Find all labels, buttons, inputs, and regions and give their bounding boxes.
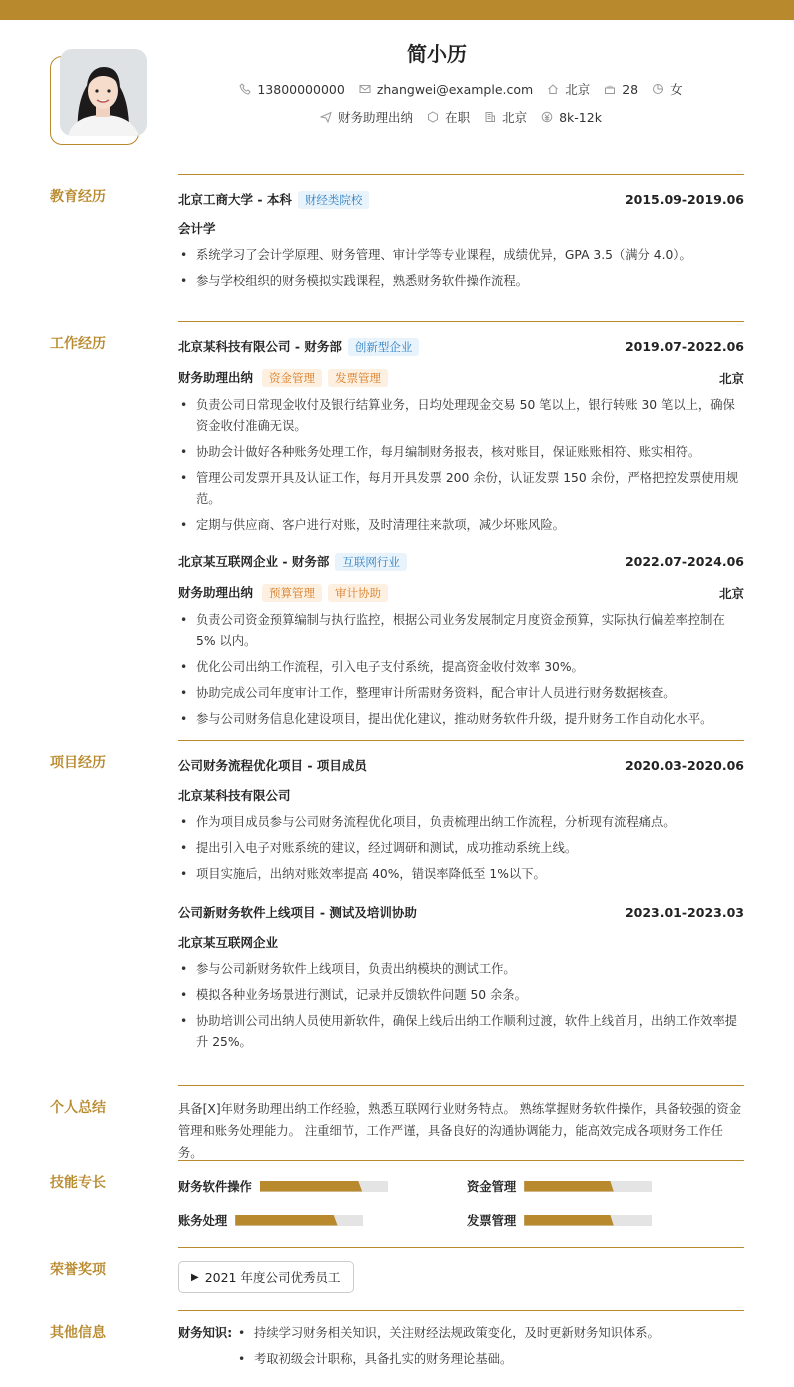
section-title-summary: 个人总结	[50, 1100, 106, 1116]
gender-icon	[652, 83, 664, 95]
school-name: 北京工商大学 - 本科	[178, 192, 292, 207]
skills-body	[178, 1160, 744, 1241]
school-tag: 财经类院校	[298, 191, 370, 209]
work-body	[178, 321, 744, 730]
skill-bar	[524, 1181, 652, 1192]
project-date: 2023.01-2023.03	[624, 904, 744, 920]
skill-bar-fill	[524, 1181, 614, 1192]
skill-bar	[524, 1215, 652, 1226]
project-name: 公司新财务软件上线项目 - 测试及培训协助	[178, 905, 417, 920]
status-icon	[427, 111, 439, 123]
project-bullets	[178, 959, 744, 1053]
project-date: 2020.03-2020.06	[624, 757, 744, 773]
list-item: • 优化公司出纳工作流程，引入电子支付系统，提高资金收付效率 30%。	[178, 657, 744, 678]
role-tag: 发票管理	[328, 369, 388, 387]
education-bullets	[178, 245, 744, 292]
candidate-name: 简小历	[407, 42, 467, 66]
list-item: • 管理公司发票开具及认证工作，每月开具发票 200 余份，认证发票 150 余份，严格把控发票使用规范。	[178, 468, 744, 510]
play-triangle-icon: ▶	[191, 1271, 199, 1283]
skills-section	[50, 1160, 744, 1240]
other-bullets	[236, 1323, 660, 1370]
project-name: 公司财务流程优化项目 - 项目成员	[178, 758, 367, 773]
top-accent-bar	[0, 0, 794, 20]
awards-body	[178, 1247, 744, 1304]
education-date: 2015.09-2019.06	[624, 192, 744, 207]
info-status: 在职	[427, 108, 470, 126]
project-org: 北京某互联网企业	[178, 935, 279, 950]
skill-item	[178, 1177, 388, 1195]
skill-bar-fill	[260, 1181, 362, 1192]
awards-section	[50, 1247, 744, 1303]
list-item: • 负责公司日常现金收付及银行结算业务，日均处理现金交易 50 笔以上，银行转账 30 笔以上，确保资金收付准确无误。	[178, 395, 744, 437]
list-item: • 参与公司财务信息化建设项目，提出优化建议，推动财务软件升级，提升财务工作自动化水平。	[178, 709, 744, 730]
job-role-row	[178, 368, 744, 387]
job-city: 北京	[718, 585, 744, 601]
list-item: • 持续学习财务相关知识，关注财经法规政策变化，及时更新财务知识体系。	[236, 1323, 660, 1344]
job-city: 北京	[718, 370, 744, 386]
age-icon	[604, 83, 616, 95]
info-age: 28	[604, 82, 638, 97]
education-header-row	[178, 190, 744, 209]
info-target-city: 北京	[484, 108, 527, 126]
section-title-work: 工作经历	[50, 336, 106, 352]
job-role: 财务助理出纳	[178, 370, 254, 385]
project-org: 北京某科技有限公司	[178, 788, 291, 803]
building-icon	[484, 111, 496, 123]
list-item: • 参与公司新财务软件上线项目，负责出纳模块的测试工作。	[178, 959, 744, 980]
skill-bar	[260, 1181, 388, 1192]
projects-body	[178, 740, 744, 1053]
salary-icon	[541, 111, 553, 123]
education-body	[178, 174, 744, 292]
other-row	[178, 1323, 744, 1370]
skill-item	[178, 1211, 363, 1229]
section-title-education: 教育经历	[50, 189, 106, 205]
skill-name: 账务处理	[178, 1214, 228, 1228]
mail-icon	[359, 83, 371, 95]
job-bullets	[178, 395, 744, 536]
list-item: • 模拟各种业务场景进行测试，记录并反馈软件问题 50 余条。	[178, 985, 744, 1006]
info-position: 财务助理出纳	[320, 108, 413, 126]
skill-item	[467, 1177, 652, 1195]
award-label: 2021 年度公司优秀员工	[204, 1270, 341, 1285]
info-email: zhangwei@example.com	[359, 82, 533, 97]
section-title-other: 其他信息	[50, 1325, 106, 1341]
company-tag: 创新型企业	[348, 338, 420, 356]
company-name: 北京某科技有限公司 - 财务部	[178, 339, 342, 354]
project-bullets	[178, 812, 744, 885]
role-tag: 预算管理	[262, 584, 322, 602]
role-tag: 审计协助	[328, 584, 388, 602]
info-city: 北京	[547, 80, 590, 98]
info-phone: 13800000000	[239, 82, 344, 97]
other-label: 财务知识:	[178, 1326, 233, 1340]
list-item: • 考取初级会计职称，具备扎实的财务理论基础。	[236, 1349, 660, 1370]
list-item: • 提出引入电子对账系统的建议，经过调研和测试，成功推动系统上线。	[178, 838, 744, 859]
list-item: • 协助完成公司年度审计工作，整理审计所需财务资料，配合审计人员进行财务数据核查。	[178, 683, 744, 704]
info-gender: 女	[652, 80, 683, 98]
info-row-2	[178, 108, 744, 126]
project-header-row	[178, 903, 744, 921]
job-date: 2019.07-2022.06	[624, 339, 744, 354]
info-salary: 8k-12k	[541, 110, 602, 125]
list-item: • 协助会计做好各种账务处理工作，每月编制财务报表，核对账目，保证账账相符、账实相符。	[178, 442, 744, 463]
award-badge[interactable]	[178, 1261, 354, 1293]
company-tag: 互联网行业	[335, 553, 407, 571]
job-role-row	[178, 583, 744, 602]
list-item: • 项目实施后，出纳对账效率提高 40%，错误率降低至 1%以下。	[178, 864, 744, 885]
home-icon	[547, 83, 559, 95]
list-item: • 系统学习了会计学原理、财务管理、审计学等专业课程，成绩优异，GPA 3.5（满分 4.0）。	[178, 245, 744, 266]
job-header-row	[178, 337, 744, 356]
skill-bar-fill	[524, 1215, 614, 1226]
info-row-1	[178, 80, 744, 98]
skill-bar-fill	[235, 1215, 337, 1226]
education-major: 会计学	[178, 221, 216, 236]
section-title-skills: 技能专长	[50, 1175, 106, 1191]
skill-item	[467, 1211, 652, 1229]
skill-name: 发票管理	[467, 1214, 517, 1228]
other-body	[178, 1310, 744, 1370]
list-item: • 负责公司资金预算编制与执行监控，根据公司业务发展制定月度资金预算，实际执行偏差率控制在 5% 以内。	[178, 610, 744, 652]
list-item: • 参与学校组织的财务模拟实践课程，熟悉财务软件操作流程。	[178, 271, 744, 292]
summary-body	[178, 1085, 744, 1164]
skill-name: 资金管理	[467, 1180, 517, 1194]
role-tag: 资金管理	[262, 369, 322, 387]
project-header-row	[178, 756, 744, 774]
list-item: • 协助培训公司出纳人员使用新软件，确保上线后出纳工作顺利过渡，软件上线首月，出纳工作效率提升 25%。	[178, 1011, 744, 1053]
phone-icon	[239, 83, 251, 95]
section-title-projects: 项目经历	[50, 755, 106, 771]
job-date: 2022.07-2024.06	[624, 554, 744, 569]
job-header-row	[178, 552, 744, 571]
section-title-awards: 荣誉奖项	[50, 1262, 106, 1278]
list-item: • 定期与供应商、客户进行对账，及时清理往来款项，减少坏账风险。	[178, 515, 744, 536]
skill-bar	[235, 1215, 363, 1226]
summary-text: 具备[X]年财务助理出纳工作经验，熟悉互联网行业财务特点。 熟练掌握财务软件操作，具备较强的资金管理和账务处理能力。 注重细节，工作严谨，具备良好的沟通协调能力，能高效完成各项财务工作任务。	[178, 1102, 741, 1160]
skill-name: 财务软件操作	[178, 1180, 252, 1194]
job-role: 财务助理出纳	[178, 585, 254, 600]
job-bullets	[178, 610, 744, 730]
company-name: 北京某互联网企业 - 财务部	[178, 554, 330, 569]
list-item: • 作为项目成员参与公司财务流程优化项目，负责梳理出纳工作流程，分析现有流程痛点。	[178, 812, 744, 833]
send-icon	[320, 111, 332, 123]
